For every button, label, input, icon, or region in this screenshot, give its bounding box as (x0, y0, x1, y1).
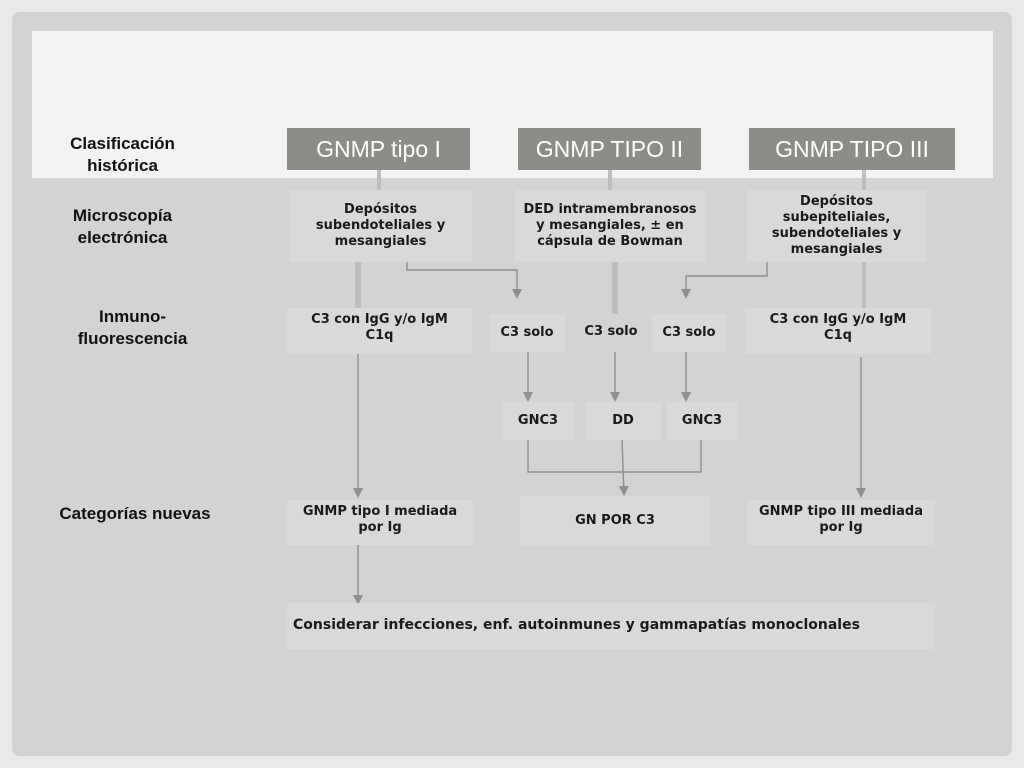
gnc3-merge-line (528, 440, 701, 472)
if-c3-solo-a: C3 solo (489, 314, 565, 352)
row-label-new-categories: Categorías nuevas (59, 504, 211, 523)
sub-dd: DD (585, 402, 661, 440)
em1-to-c3solo-arrow (407, 256, 517, 297)
header-gnmp-type-3: GNMP TIPO III (749, 128, 955, 170)
if-box-type-1: C3 con IgG y/o IgM C1q (287, 308, 472, 354)
dd-to-gnc3-arrow (622, 440, 624, 494)
new-box-gn-c3: GN POR C3 (520, 496, 710, 546)
em-box-type-2: DED intramembranosos y mesangiales, ± en cápsula de Bowman (515, 190, 705, 262)
new-box-type-3: GNMP tipo III mediada por Ig (747, 500, 935, 545)
row-label-immunofluorescence: Inmuno- fluorescencia (77, 307, 188, 349)
if-box-type-3: C3 con IgG y/o IgM C1q (745, 308, 931, 354)
row-label-electron-microscopy: Microscopía electrónica (72, 206, 173, 248)
if-c3-solo-c: C3 solo (652, 314, 726, 352)
row-label-historic: Clasificación histórica (70, 134, 175, 176)
sub-gnc3-b: GNC3 (667, 402, 737, 440)
header-gnmp-type-1: GNMP tipo I (287, 128, 470, 170)
header-gnmp-type-2: GNMP TIPO II (518, 128, 701, 170)
bottom-consider-box: Considerar infecciones, enf. autoinmunes y gammapatías monoclonales (287, 603, 935, 649)
new-box-type-1: GNMP tipo I mediada por Ig (287, 500, 473, 545)
em-box-type-3: Depósitos subepiteliales, subendoteliales y mesangiales (747, 190, 926, 262)
sub-gnc3-a: GNC3 (502, 402, 574, 440)
em-box-type-1: Depósitos subendoteliales y mesangiales (289, 190, 472, 262)
if-c3-solo-b: C3 solo (584, 324, 638, 339)
em3-to-c3solo-arrow (686, 260, 767, 297)
